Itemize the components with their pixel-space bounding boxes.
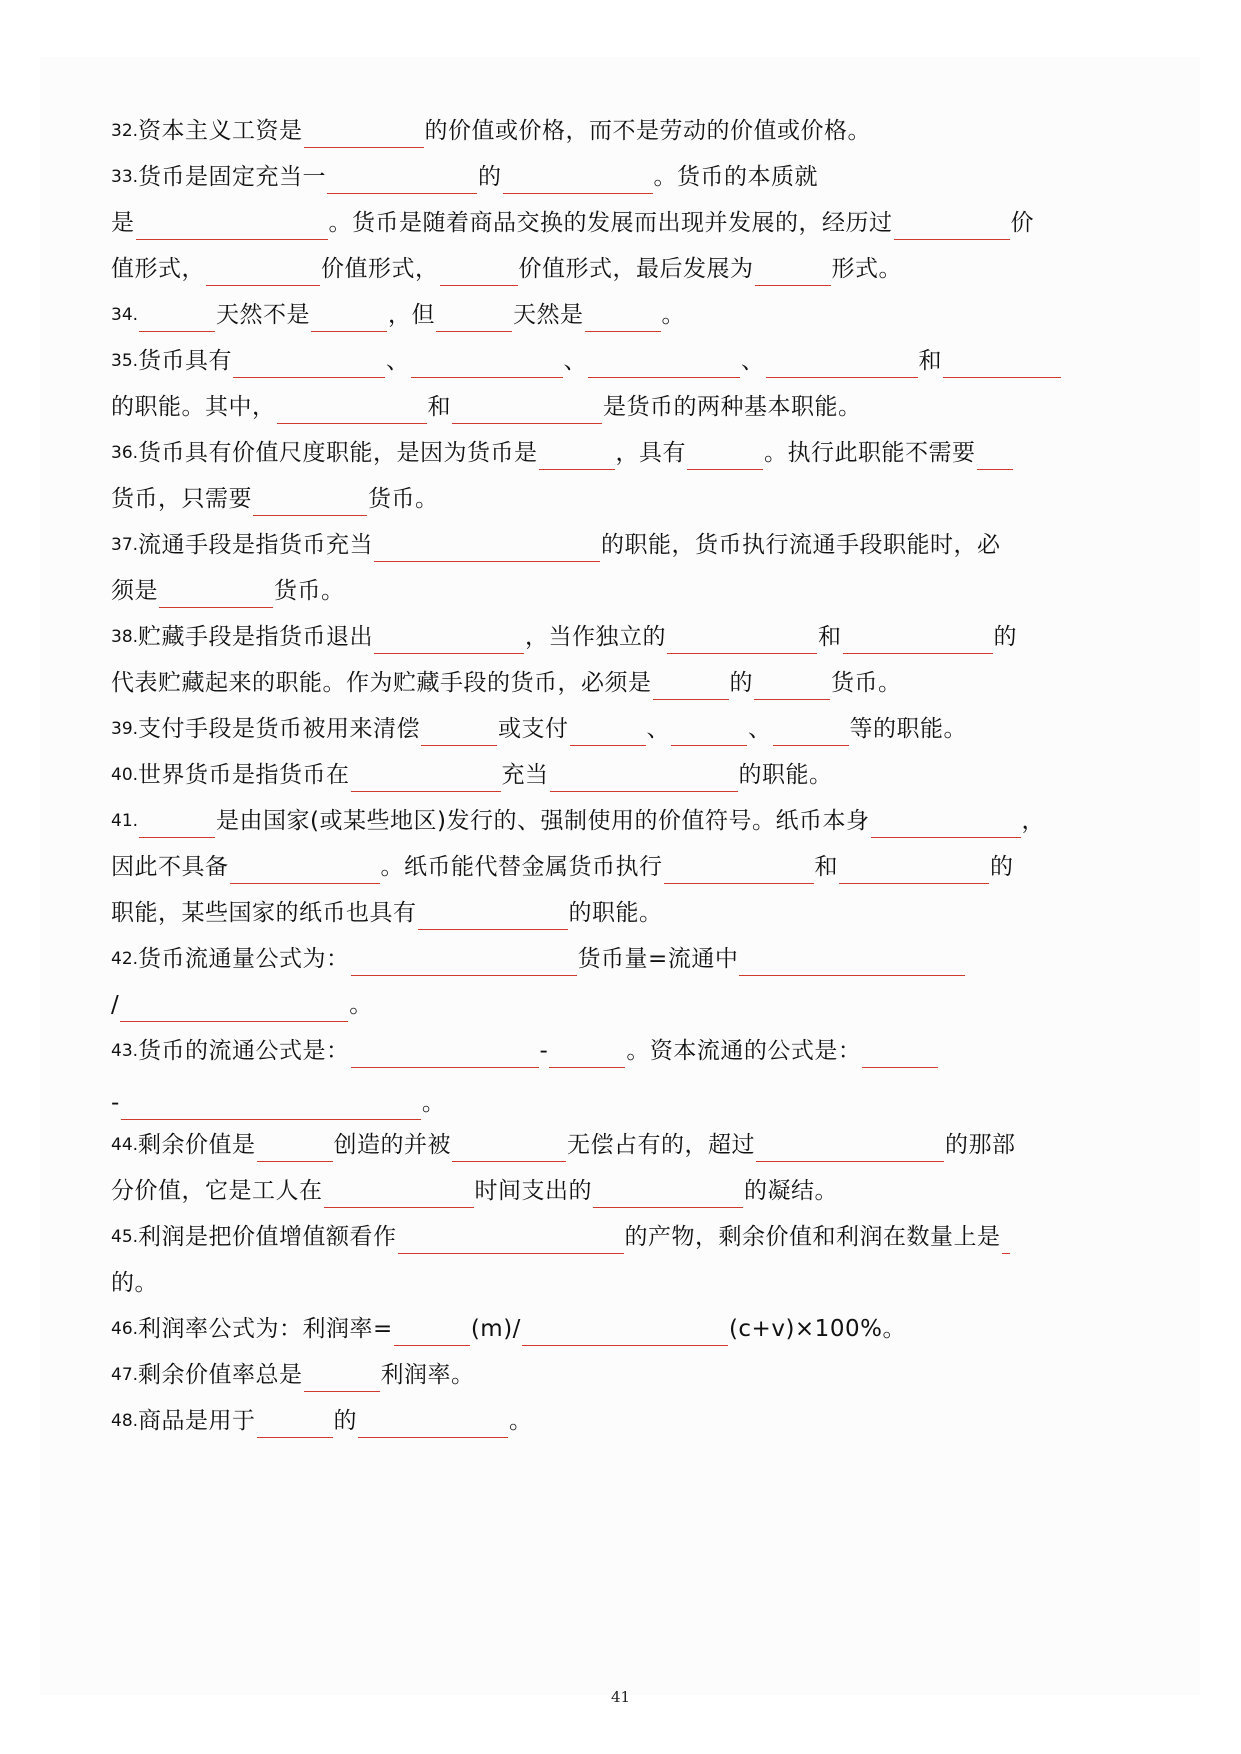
answer-blank[interactable] xyxy=(773,715,849,746)
question-text: 的凝结。 xyxy=(744,1178,838,1204)
answer-blank[interactable] xyxy=(159,577,273,608)
question-line xyxy=(111,1128,1016,1162)
question-text: / xyxy=(111,992,120,1018)
question-text: 须是 xyxy=(111,578,158,604)
question-line xyxy=(111,482,439,516)
answer-blank[interactable] xyxy=(121,1089,421,1120)
question-text: 和 xyxy=(814,854,838,880)
answer-blank[interactable] xyxy=(977,439,1013,470)
answer-blank[interactable] xyxy=(539,439,615,470)
question-number: 39. xyxy=(111,719,139,739)
answer-blank[interactable] xyxy=(839,853,989,884)
answer-blank[interactable] xyxy=(230,853,380,884)
question-line xyxy=(111,160,818,194)
answer-blank[interactable] xyxy=(894,209,1010,240)
question-text: 和 xyxy=(818,624,842,650)
question-number: 36. xyxy=(111,443,139,463)
question-line xyxy=(111,436,1014,470)
question-text: 代表贮藏起来的职能。作为贮藏手段的货币，必须是 xyxy=(111,670,652,696)
question-text: - xyxy=(539,1038,549,1064)
answer-blank[interactable] xyxy=(304,117,424,148)
answer-blank[interactable] xyxy=(862,1037,938,1068)
question-text: 货币的流通公式是： xyxy=(138,1038,350,1064)
question-line xyxy=(111,206,1034,240)
question-line xyxy=(111,114,871,148)
question-line xyxy=(111,942,966,976)
question-text: 价值形式，最后发展为 xyxy=(518,256,754,282)
question-text: 时间支出的 xyxy=(474,1178,592,1204)
answer-blank[interactable] xyxy=(257,1131,333,1162)
answer-blank[interactable] xyxy=(277,393,427,424)
question-text: ，但 xyxy=(388,302,436,328)
answer-blank[interactable] xyxy=(436,301,512,332)
question-text: 、 xyxy=(748,716,772,742)
question-text: (m)/ xyxy=(470,1316,521,1342)
question-text: 支付手段是货币被用来清偿 xyxy=(138,716,421,742)
question-line xyxy=(111,574,345,608)
question-number: 46. xyxy=(111,1319,139,1339)
question-number: 48. xyxy=(111,1411,139,1431)
answer-blank[interactable] xyxy=(120,991,348,1022)
answer-blank[interactable] xyxy=(351,1037,539,1068)
question-text: 的 xyxy=(478,164,502,190)
question-text: 货币具有 xyxy=(138,348,233,374)
answer-blank[interactable] xyxy=(766,347,918,378)
question-line xyxy=(111,298,685,332)
question-number: 47. xyxy=(111,1365,139,1385)
answer-blank[interactable] xyxy=(593,1177,743,1208)
answer-blank[interactable] xyxy=(139,301,215,332)
question-text: 货币具有价值尺度职能，是因为货币是 xyxy=(138,440,538,466)
question-line xyxy=(111,344,1062,378)
question-text: 无偿占有的，超过 xyxy=(567,1132,756,1158)
answer-blank[interactable] xyxy=(664,853,814,884)
answer-blank[interactable] xyxy=(136,209,328,240)
question-text: 值形式， xyxy=(111,256,205,282)
question-text: 和 xyxy=(427,394,451,420)
answer-blank[interactable] xyxy=(233,347,385,378)
answer-blank[interactable] xyxy=(755,255,831,286)
answer-blank[interactable] xyxy=(739,945,965,976)
question-text: (c+v)×100%。 xyxy=(728,1316,906,1342)
answer-blank[interactable] xyxy=(206,255,320,286)
question-line xyxy=(111,1404,533,1438)
answer-blank[interactable] xyxy=(304,1361,380,1392)
question-text: 的价值或价格，而不是劳动的价值或价格。 xyxy=(424,118,872,144)
answer-blank[interactable] xyxy=(418,899,568,930)
question-text: 货币量=流通中 xyxy=(577,946,739,972)
question-text: 充当 xyxy=(501,762,549,788)
question-number: 45. xyxy=(111,1227,139,1247)
question-text: 因此不具备 xyxy=(111,854,229,880)
question-line xyxy=(111,666,902,700)
question-line xyxy=(111,896,663,930)
question-line xyxy=(111,1266,158,1300)
answer-blank[interactable] xyxy=(351,945,577,976)
question-text: 、 xyxy=(386,348,410,374)
question-text: 货币。 xyxy=(368,486,439,512)
question-text: 创造的并被 xyxy=(333,1132,452,1158)
question-line xyxy=(111,1086,445,1120)
question-line xyxy=(111,850,1014,884)
question-text: 商品是用于 xyxy=(138,1408,256,1434)
question-text: ，当作独立的 xyxy=(525,624,667,650)
question-number: 41. xyxy=(111,811,139,831)
answer-blank[interactable] xyxy=(585,301,661,332)
answer-blank[interactable] xyxy=(687,439,763,470)
question-text: 天然是 xyxy=(513,302,584,328)
answer-blank[interactable] xyxy=(411,347,563,378)
question-text: 流通手段是指货币充当 xyxy=(138,532,374,558)
question-number: 35. xyxy=(111,351,139,371)
question-text: 的 xyxy=(990,854,1014,880)
question-text: 的。 xyxy=(111,1270,158,1296)
question-text: 资本主义工资是 xyxy=(138,118,303,144)
question-text: 。纸币能代替金属货币执行 xyxy=(380,854,663,880)
question-text: 的职能，货币执行流通手段职能时，必 xyxy=(601,532,1001,558)
question-text: 。货币是随着商品交换的发展而出现并发展的，经历过 xyxy=(328,210,893,236)
answer-blank[interactable] xyxy=(754,669,830,700)
question-line xyxy=(111,1174,838,1208)
question-text: 。资本流通的公式是： xyxy=(626,1038,862,1064)
answer-blank[interactable] xyxy=(374,531,600,562)
question-number: 43. xyxy=(111,1041,139,1061)
question-text: 。 xyxy=(509,1408,533,1434)
question-text: 职能，某些国家的纸币也具有 xyxy=(111,900,417,926)
question-number: 40. xyxy=(111,765,139,785)
question-text: 。 xyxy=(661,302,686,328)
answer-blank[interactable] xyxy=(671,715,747,746)
question-text: 货币是固定充当一 xyxy=(138,164,327,190)
question-text: 的 xyxy=(993,624,1018,650)
question-text: 的产物，剩余价值和利润在数量上是 xyxy=(624,1224,1001,1250)
question-number: 44. xyxy=(111,1135,139,1155)
question-line xyxy=(111,1034,939,1068)
question-line xyxy=(111,1312,906,1346)
question-text: 世界货币是指货币在 xyxy=(138,762,350,788)
answer-blank[interactable] xyxy=(667,623,817,654)
question-text: 剩余价值率总是 xyxy=(138,1362,303,1388)
question-text: 是 xyxy=(111,210,135,236)
question-line xyxy=(111,988,373,1022)
question-text: 利润率。 xyxy=(380,1362,475,1388)
question-number: 34. xyxy=(111,305,139,325)
answer-blank[interactable] xyxy=(843,623,993,654)
question-text: ，具有 xyxy=(615,440,687,466)
question-line xyxy=(111,712,967,746)
page-number: 41 xyxy=(610,1688,631,1706)
question-text: 货币，只需要 xyxy=(111,486,252,512)
question-text: 和 xyxy=(918,348,943,374)
question-line xyxy=(111,528,1001,562)
answer-blank[interactable] xyxy=(549,1037,625,1068)
question-line xyxy=(111,252,902,286)
question-text: 贮藏手段是指货币退出 xyxy=(138,624,374,650)
question-number: 32. xyxy=(111,121,139,141)
question-text: 。执行此职能不需要 xyxy=(764,440,976,466)
answer-blank[interactable] xyxy=(394,1315,470,1346)
question-text: 的那部 xyxy=(945,1132,1016,1158)
answer-blank[interactable] xyxy=(440,255,518,286)
question-text: 形式。 xyxy=(831,256,902,282)
question-text: 、 xyxy=(646,716,671,742)
question-line xyxy=(111,758,833,792)
answer-blank[interactable] xyxy=(522,1315,728,1346)
question-line xyxy=(111,1220,1011,1254)
question-text: 的 xyxy=(729,670,753,696)
question-text: 价 xyxy=(1010,210,1034,236)
answer-blank[interactable] xyxy=(653,669,729,700)
answer-blank[interactable] xyxy=(871,807,1021,838)
question-text: 。 xyxy=(421,1090,446,1116)
question-text: 剩余价值是 xyxy=(138,1132,256,1158)
answer-blank[interactable] xyxy=(324,1177,474,1208)
answer-blank[interactable] xyxy=(550,761,738,792)
question-text: 。 xyxy=(349,992,373,1018)
question-text: ， xyxy=(1021,808,1045,834)
question-text: 、 xyxy=(563,348,588,374)
question-text: 。货币的本质就 xyxy=(653,164,819,190)
question-text: 等的职能。 xyxy=(849,716,968,742)
question-text: - xyxy=(111,1090,120,1116)
question-text: 货币。 xyxy=(274,578,345,604)
answer-blank[interactable] xyxy=(943,347,1061,378)
question-text: 或支付 xyxy=(498,716,569,742)
question-text: 的职能。其中， xyxy=(111,394,276,420)
answer-blank[interactable] xyxy=(351,761,501,792)
question-number: 37. xyxy=(111,535,139,555)
question-text: 分价值，它是工人在 xyxy=(111,1178,323,1204)
question-line xyxy=(111,804,1045,838)
question-number: 38. xyxy=(111,627,139,647)
answer-blank[interactable] xyxy=(358,1407,508,1438)
answer-blank[interactable] xyxy=(421,715,497,746)
question-text: 的职能。 xyxy=(738,762,833,788)
question-line xyxy=(111,620,1017,654)
answer-blank[interactable] xyxy=(374,623,524,654)
question-text: 利润是把价值增值额看作 xyxy=(138,1224,397,1250)
answer-blank[interactable] xyxy=(1002,1223,1010,1254)
question-text: 货币。 xyxy=(831,670,902,696)
answer-blank[interactable] xyxy=(327,163,477,194)
answer-blank[interactable] xyxy=(452,1131,566,1162)
answer-blank[interactable] xyxy=(452,393,602,424)
question-text: 天然不是 xyxy=(216,302,311,328)
answer-blank[interactable] xyxy=(503,163,653,194)
answer-blank[interactable] xyxy=(253,485,367,516)
question-text: 利润率公式为：利润率= xyxy=(138,1316,393,1342)
answer-blank[interactable] xyxy=(311,301,387,332)
answer-blank[interactable] xyxy=(756,1131,944,1162)
question-text: 是货币的两种基本职能。 xyxy=(603,394,862,420)
question-line xyxy=(111,1358,475,1392)
answer-blank[interactable] xyxy=(139,807,215,838)
answer-blank[interactable] xyxy=(570,715,646,746)
question-text: 货币流通量公式为： xyxy=(138,946,350,972)
question-text: 是由国家(或某些地区)发行的、强制使用的价值符号。纸币本身 xyxy=(216,808,870,834)
answer-blank[interactable] xyxy=(257,1407,333,1438)
question-text: 、 xyxy=(741,348,765,374)
question-text: 的 xyxy=(333,1408,358,1434)
question-text: 的职能。 xyxy=(568,900,663,926)
question-number: 42. xyxy=(111,949,139,969)
answer-blank[interactable] xyxy=(588,347,740,378)
question-number: 33. xyxy=(111,167,139,187)
answer-blank[interactable] xyxy=(398,1223,624,1254)
question-line xyxy=(111,390,862,424)
question-text: 价值形式， xyxy=(321,256,439,282)
